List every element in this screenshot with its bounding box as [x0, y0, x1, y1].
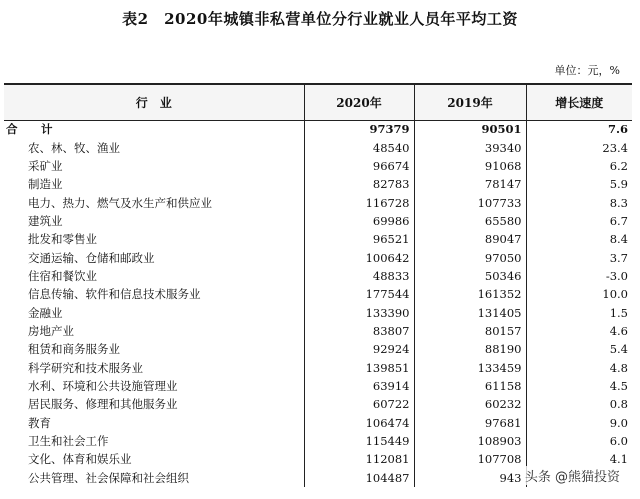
row-growth: 4.1 [526, 450, 632, 468]
row-name: 居民服务、修理和其他服务业 [28, 397, 178, 412]
row-2019: 88190 [414, 340, 526, 358]
row-name: 采矿业 [28, 158, 63, 173]
row-2019: 161352 [414, 285, 526, 303]
row-2020: 82783 [304, 175, 414, 193]
row-growth: 23.4 [526, 138, 632, 156]
table-row [4, 248, 632, 266]
row-2020: 48540 [304, 138, 414, 156]
table-row [4, 175, 632, 193]
row-2020: 116728 [304, 193, 414, 211]
watermark: 头条 @熊猫投资 [523, 466, 622, 485]
row-name: 建筑业 [28, 213, 63, 228]
table-row [4, 395, 632, 413]
row-growth: 4.5 [526, 377, 632, 395]
row-growth: 4.6 [526, 322, 632, 340]
row-name: 卫生和社会工作 [28, 434, 109, 449]
table-row [4, 193, 632, 211]
row-2019: 97681 [414, 414, 526, 432]
row-2019: 90501 [414, 120, 526, 138]
row-growth: 0.8 [526, 395, 632, 413]
table-row [4, 303, 632, 321]
table-row [4, 267, 632, 285]
row-name: 交通运输、仓储和邮政业 [28, 250, 155, 265]
row-2020: 92924 [304, 340, 414, 358]
row-growth: -3.0 [526, 267, 632, 285]
row-2019: 60232 [414, 395, 526, 413]
header-2019: 2019年 [414, 84, 526, 120]
table-row [4, 322, 632, 340]
row-2020: 100642 [304, 248, 414, 266]
row-2020: 133390 [304, 303, 414, 321]
header-row [4, 84, 632, 120]
table-row [4, 358, 632, 376]
row-2019: 39340 [414, 138, 526, 156]
row-name: 金融业 [28, 305, 63, 320]
row-2019: 97050 [414, 248, 526, 266]
row-name: 制造业 [28, 177, 63, 192]
table-title: 表2 2020年城镇非私营单位分行业就业人员年平均工资 [122, 10, 518, 28]
row-name: 文化、体育和娱乐业 [28, 452, 132, 467]
row-2020: 104487 [304, 469, 414, 487]
row-2019: 61158 [414, 377, 526, 395]
table-row [4, 285, 632, 303]
row-name: 批发和零售业 [28, 232, 97, 247]
table-row [4, 340, 632, 358]
header-2020: 2020年 [304, 84, 414, 120]
row-growth: 8.4 [526, 230, 632, 248]
row-2020: 112081 [304, 450, 414, 468]
row-2020: 63914 [304, 377, 414, 395]
table-row [4, 377, 632, 395]
row-2019: 107733 [414, 193, 526, 211]
table-row [4, 414, 632, 432]
row-2020: 96521 [304, 230, 414, 248]
row-name: 合 计 [6, 122, 59, 137]
table-row [4, 212, 632, 230]
row-2019: 943 [414, 469, 526, 487]
row-2020: 115449 [304, 432, 414, 450]
row-2020: 106474 [304, 414, 414, 432]
row-2019: 133459 [414, 358, 526, 376]
table-row [4, 230, 632, 248]
row-name: 公共管理、社会保障和社会组织 [28, 470, 189, 485]
row-2019: 108903 [414, 432, 526, 450]
row-growth: 4.8 [526, 358, 632, 376]
row-growth: 8.3 [526, 193, 632, 211]
table-row [4, 138, 632, 156]
row-name: 租赁和商务服务业 [28, 342, 120, 357]
table-row [4, 157, 632, 175]
row-2020: 96674 [304, 157, 414, 175]
row-2020: 139851 [304, 358, 414, 376]
row-growth: 1.5 [526, 303, 632, 321]
row-2019: 89047 [414, 230, 526, 248]
table-row-total [4, 120, 632, 138]
row-2020: 83807 [304, 322, 414, 340]
row-name: 科学研究和技术服务业 [28, 360, 143, 375]
row-name: 住宿和餐饮业 [28, 268, 97, 283]
row-2019: 131405 [414, 303, 526, 321]
row-2020: 60722 [304, 395, 414, 413]
row-2019: 91068 [414, 157, 526, 175]
row-growth: 9.0 [526, 414, 632, 432]
header-industry: 行 业 [4, 84, 304, 120]
row-2019: 50346 [414, 267, 526, 285]
row-growth: 6.2 [526, 157, 632, 175]
row-growth: 5.9 [526, 175, 632, 193]
wage-table [4, 83, 632, 487]
row-2019: 80157 [414, 322, 526, 340]
unit-label: 单位：元，% [554, 64, 620, 77]
header-growth: 增长速度 [526, 84, 632, 120]
row-2019: 78147 [414, 175, 526, 193]
row-2019: 65580 [414, 212, 526, 230]
row-growth: 6.7 [526, 212, 632, 230]
row-growth: 3.7 [526, 248, 632, 266]
row-name: 教育 [28, 415, 51, 430]
row-2019: 107708 [414, 450, 526, 468]
row-2020: 177544 [304, 285, 414, 303]
row-2020: 69986 [304, 212, 414, 230]
row-name: 信息传输、软件和信息技术服务业 [28, 287, 201, 302]
row-name: 水利、环境和公共设施管理业 [28, 378, 178, 393]
row-name: 电力、热力、燃气及水生产和供应业 [28, 195, 212, 210]
row-growth: 10.0 [526, 285, 632, 303]
row-name: 房地产业 [28, 323, 74, 338]
row-growth: 7.6 [526, 120, 632, 138]
row-2020: 97379 [304, 120, 414, 138]
row-name: 农、林、牧、渔业 [28, 140, 120, 155]
row-2020: 48833 [304, 267, 414, 285]
row-growth: 6.0 [526, 432, 632, 450]
table-row [4, 432, 632, 450]
row-growth: 5.4 [526, 340, 632, 358]
